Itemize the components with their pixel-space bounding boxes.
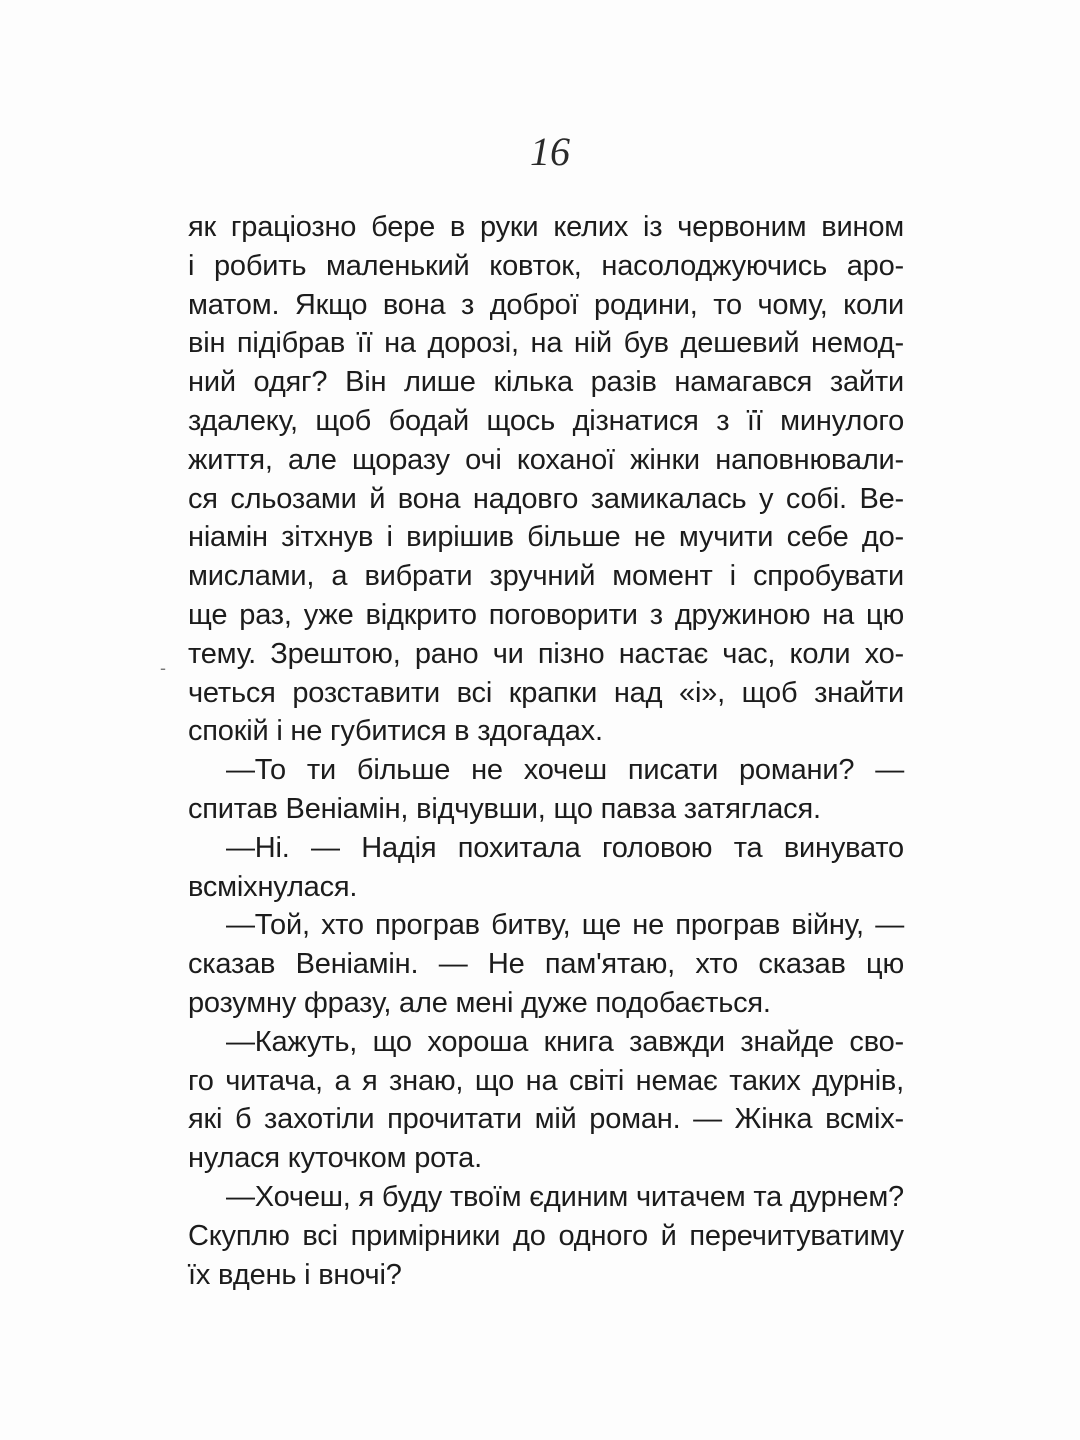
text-line: ніамін зітхнув і вирішив більше не мучити себе до- [188,521,904,554]
text-line: всміхнулася. [188,870,358,903]
text-line: спитав Веніамін, відчувши, що павза затяглася. [188,792,821,825]
text-line: життя, але щоразу очі коханої жінки наповнювали- [188,443,904,476]
text-line: —Кажуть, що хороша книга завжди знайде сво- [226,1025,904,1058]
text-line: ний одяг? Він лише кілька разів намагався зайти [188,366,904,399]
text-line: нулася куточком рота. [188,1142,482,1175]
text-line: розумну фразу, але мені дуже подобається. [188,986,771,1019]
text-line: спокій і не губитися в здогадах. [188,715,603,748]
text-line: здалеку, щоб бодай щось дізнатися з її минулого [188,404,904,437]
body-text [188,208,904,1294]
text-line: мислами, а вибрати зручний момент і спробувати [188,560,904,593]
text-line: —Хочеш, я буду твоїм єдиним читачем та дурнем? [226,1180,904,1213]
text-line: тему. Зрештою, рано чи пізно настає час, коли хо- [188,637,904,670]
text-line: четься розставити всі крапки над «і», щоб знайти [188,676,904,709]
text-line: ще раз, уже відкрито поговорити з дружиною на цю [188,598,904,631]
text-line: і робить маленький ковток, насолоджуючись аро- [188,249,904,282]
text-line: —Ні. — Надія похитала головою та винувато [226,831,904,864]
text-line: ся сльозами й вона надовго замикалась у собі. Ве- [188,482,904,515]
text-line: —Той, хто програв битву, ще не програв війну, — [226,909,904,942]
text-line: їх вдень і вночі? [188,1258,402,1291]
text-line: —То ти більше не хочеш писати романи? — [226,754,904,787]
text-line: сказав Веніамін. — Не пам'ятаю, хто сказав цю [188,948,904,981]
text-line: Скуплю всі примірники до одного й перечитуватиму [188,1219,904,1252]
text-line: як граціозно бере в руки келих із червоним вином [188,211,904,243]
margin-mark: - [160,658,166,678]
text-line: го читача, а я знаю, що на світі немає таких дурнів, [188,1064,904,1097]
page-number: 16 [530,129,570,174]
text-line: матом. Якщо вона з доброї родини, то чому, коли [188,288,904,321]
text-line: які б захотіли прочитати мій роман. — Жінка всміх- [188,1103,904,1136]
text-line: він підібрав її на дорозі, на ній був дешевий немод- [188,327,904,360]
